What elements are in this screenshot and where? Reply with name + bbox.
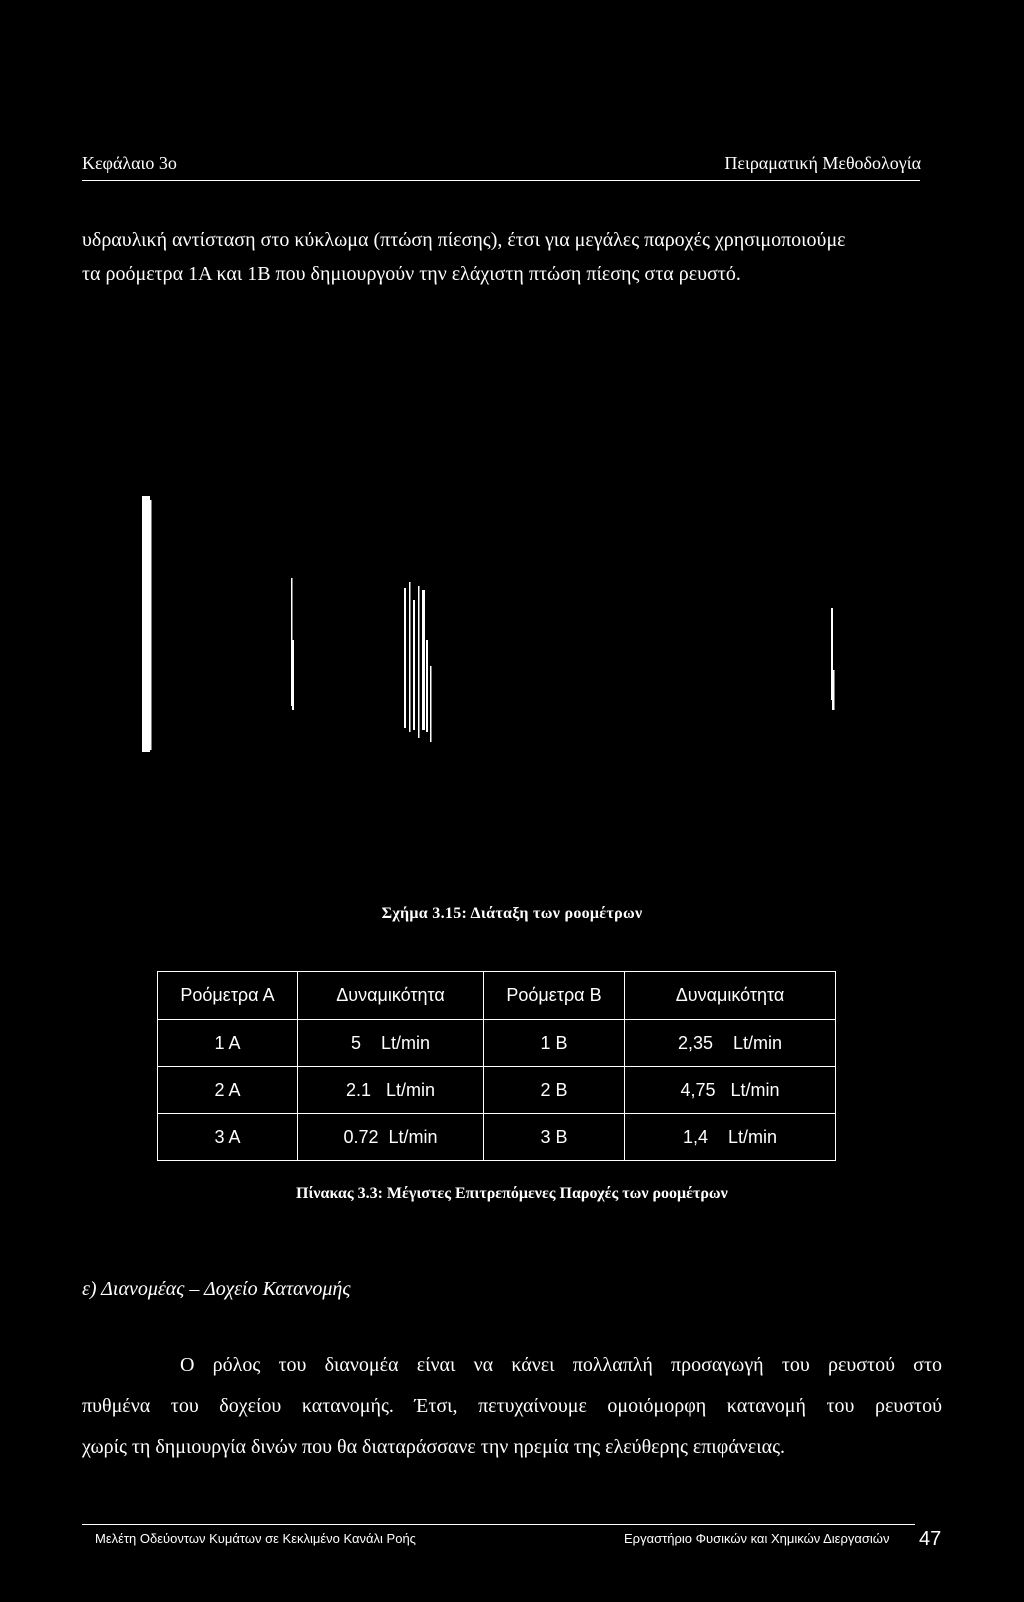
flowmeter-figure (0, 490, 1024, 770)
chapter-header: Κεφάλαιο 3ο (82, 153, 177, 173)
header-cell: Δυναμικότητα (298, 972, 484, 1020)
table-cell: 2,35 Lt/min (625, 1020, 836, 1067)
flowmeter-tube-3 (409, 582, 411, 732)
table-cell: 2 B (484, 1067, 625, 1114)
section-line-1: Ο ρόλος του διανομέα είναι να κάνει πολλαπλή προσαγωγή του ρευστού στο (180, 1354, 942, 1376)
section-line-3: χωρίς τη δημιουργία δινών που θα διαταράσσανε την ηρεμία της ελεύθερης επιφάνειας. (82, 1436, 786, 1458)
header-cell: Ροόμετρα Β (484, 972, 625, 1020)
intro-line-2: τα ροόμετρα 1Α και 1Β που δημιουργούν την ελάχιστη πτώση πίεσης στα ρευστό. (82, 263, 741, 285)
footer-title: Μελέτη Οδεύοντων Κυμάτων σε Κεκλιμένο Κανάλι Ροής (95, 1531, 416, 1546)
table-cell: 4,75 Lt/min (625, 1067, 836, 1114)
table-cell: 2.1 Lt/min (298, 1067, 484, 1114)
flowmeter-table (157, 971, 836, 1161)
table-cell: 3 B (484, 1114, 625, 1161)
flowmeter-bar-left (142, 496, 150, 752)
table-cell: 2 A (158, 1067, 298, 1114)
table-header-row (158, 972, 836, 1020)
header-cell: Δυναμικότητα (625, 972, 836, 1020)
intro-paragraph (82, 223, 932, 291)
table-row (158, 1067, 836, 1114)
section-line-2: πυθμένα του δοχείου κατανομής. Έτσι, πετυχαίνουμε ομοιόμορφη κατανομή του ρευστού (82, 1395, 942, 1417)
table-cell: 5 Lt/min (298, 1020, 484, 1067)
header-cell: Ροόμετρα Α (158, 972, 298, 1020)
flowmeter-tube-8 (430, 666, 432, 742)
table-row (158, 1114, 836, 1161)
footer-divider (82, 1524, 915, 1525)
table-cell: 0.72 Lt/min (298, 1114, 484, 1161)
table-cell: 3 A (158, 1114, 298, 1161)
footer-lab: Εργαστήριο Φυσικών και Χημικών Διεργασιών (624, 1531, 890, 1546)
flowmeter-tube-5 (418, 586, 420, 738)
flowmeter-bar-right-tip (832, 670, 835, 710)
flowmeter-tube-6 (422, 590, 425, 730)
table-cell: 1,4 Lt/min (625, 1114, 836, 1161)
table-cell: 1 A (158, 1020, 298, 1067)
flowmeter-tube-2 (404, 588, 406, 728)
table-caption: Πίνακας 3.3: Μέγιστες Επιτρεπόμενες Παροχές των ροομέτρων (296, 1185, 728, 1202)
figure-caption: Σχήμα 3.15: Διάταξη των ροομέτρων (381, 905, 643, 922)
flowmeter-tube-4 (413, 600, 415, 730)
section-header: Πειραματική Μεθοδολογία (724, 153, 921, 173)
table-row (158, 1020, 836, 1067)
flowmeter-tube-1-tip (292, 640, 294, 710)
flowmeter-tube-7 (426, 640, 428, 732)
section-paragraph (82, 1345, 942, 1468)
intro-line-1: υδραυλική αντίσταση στο κύκλωμα (πτώση πίεσης), έτσι για μεγάλες παροχές χρησιμοποιούμε (82, 229, 846, 251)
section-title: ε) Διανομέας – Δοχείο Κατανομής (82, 1278, 351, 1300)
table-cell: 1 B (484, 1020, 625, 1067)
page-number: 47 (919, 1528, 942, 1550)
flowmeter-bar-left-edge (150, 500, 152, 750)
header-divider (82, 180, 920, 181)
